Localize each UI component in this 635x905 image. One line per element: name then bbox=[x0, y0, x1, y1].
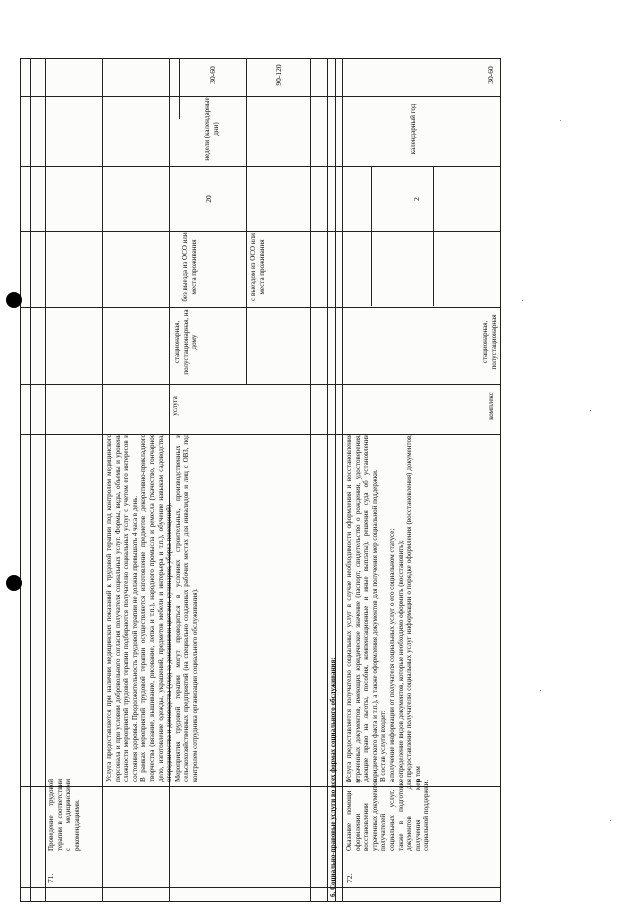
row-71-name: Проведение трудовой терапии в соответствии с медицинскими рекомендациями. bbox=[47, 779, 81, 851]
column-divider bbox=[102, 59, 103, 901]
column-divider bbox=[310, 59, 311, 901]
punch-hole bbox=[6, 292, 22, 308]
row-number-72: 72. bbox=[345, 873, 354, 883]
scan-speck bbox=[560, 120, 561, 121]
row-71-time-1: 30-60 bbox=[208, 66, 217, 84]
row-72-description-p4: - определение видов документов, которые необходимо оформить (восстановить); bbox=[396, 540, 405, 782]
row-72-description-p3: - получение информации от получателя социальных услуг о его социальном статусе; bbox=[387, 528, 396, 782]
scan-speck bbox=[522, 300, 523, 301]
row-divider bbox=[21, 166, 500, 167]
subrow-divider bbox=[246, 59, 247, 384]
subrow-divider bbox=[179, 59, 180, 119]
row-72-type: комплекс bbox=[487, 392, 495, 420]
row-71-time-2: 90-120 bbox=[274, 64, 283, 86]
scan-speck bbox=[590, 410, 591, 411]
row-72-description-p1: Услуга предоставляется получателю социальных услуг в случае необходимости оформления и восстановления утраченных документов, имеющих юридическое значение (паспорт, свидетельство о рождении, удостоверения, дающие право на льготы, пособия, компенсационные и иные выплаты), решения суда об установлении юридического факта и т.п.), а также оформления документов для получения мер социальной поддержки. bbox=[345, 434, 379, 782]
row-divider bbox=[21, 887, 500, 888]
row-71-description-p1: Услуга предоставляется при наличии медицинских показаний к трудовой терапии под контролем медицинского персонала и при условии добровольного согласия получателя социальных услуг. Формы, виды, объемы и уровень сложности мероприятий трудовой терапии подбираются получателю социальных услуг с учетом его интересов и состояния здоровья. Продолжительность трудовой терапии не должна превышать 4 часа в день. bbox=[105, 434, 139, 782]
row-71-description-p3: Мероприятия трудовой терапии могут проводиться в условиях строительных, производственных и сельскохозяйственных предприятий (на специально созданных рабочих местах для инвалидов и лиц с ОВЗ, под контролем сотрудника организации социального обслуживания). bbox=[173, 434, 199, 782]
row-71-form: стационарная, полустационарная, на дому bbox=[173, 309, 199, 375]
row-72-period: календарный год bbox=[409, 103, 417, 155]
scan-speck bbox=[610, 820, 611, 821]
document-page bbox=[20, 58, 501, 902]
scan-speck bbox=[540, 690, 541, 691]
row-72-amount: 2 bbox=[412, 197, 421, 201]
column-divider bbox=[327, 59, 328, 901]
row-divider bbox=[21, 384, 500, 385]
punch-hole bbox=[6, 575, 22, 591]
column-divider bbox=[45, 59, 46, 901]
column-divider bbox=[342, 59, 343, 901]
row-divider bbox=[21, 307, 500, 308]
row-72-time: 30-60 bbox=[486, 66, 495, 84]
row-72-form: стационарная, полустационарная bbox=[481, 314, 498, 370]
row-71-unit-1: без выезда из ОСО или места проживания bbox=[181, 232, 198, 302]
row-71-type: услуга bbox=[171, 396, 179, 416]
column-divider bbox=[30, 59, 31, 901]
row-71-description bbox=[105, 434, 199, 782]
subrow-divider bbox=[433, 166, 434, 306]
row-71-description-p2: В рамках мероприятий трудовой терапии осуществляется изготовление предметов декоративно-прикладного творчества (вязание, вышивание, рисование, лепка и т.п.), народного промысла и ремесла (ткачество, гончарное дело, изготовление одежды, украшений, предметов мебели и интерьера и т.п.), обучение навыкам садоводства, огородничества и домоводства (уход за домашними цветами, кулинария, уборка помещений). bbox=[139, 434, 174, 782]
row-72-description-p5: - предоставление получателю социальных услуг информации о порядке оформления (восстановления) документов, в том bbox=[405, 434, 422, 782]
row-71-amount: 20 bbox=[204, 195, 213, 203]
row-72-description bbox=[345, 434, 495, 782]
section-heading: 6. Социально-правовые услуги во всех формах социального обслуживания: bbox=[329, 657, 337, 897]
row-71-unit-2: с выездом из ОСО или места проживания bbox=[249, 233, 266, 301]
row-71-period: недели (календарные дни) bbox=[203, 97, 220, 161]
row-number-71: 71. bbox=[46, 873, 55, 883]
subrow-divider bbox=[371, 166, 372, 306]
row-72-description-p2: В состав услуги входит: bbox=[379, 710, 388, 782]
row-72-name: Оказание помощи в оформлении и восстановлении утраченных документов получателей социальных услуг, а также в подготовке документов для получения мер социальной поддержки. bbox=[345, 779, 431, 851]
